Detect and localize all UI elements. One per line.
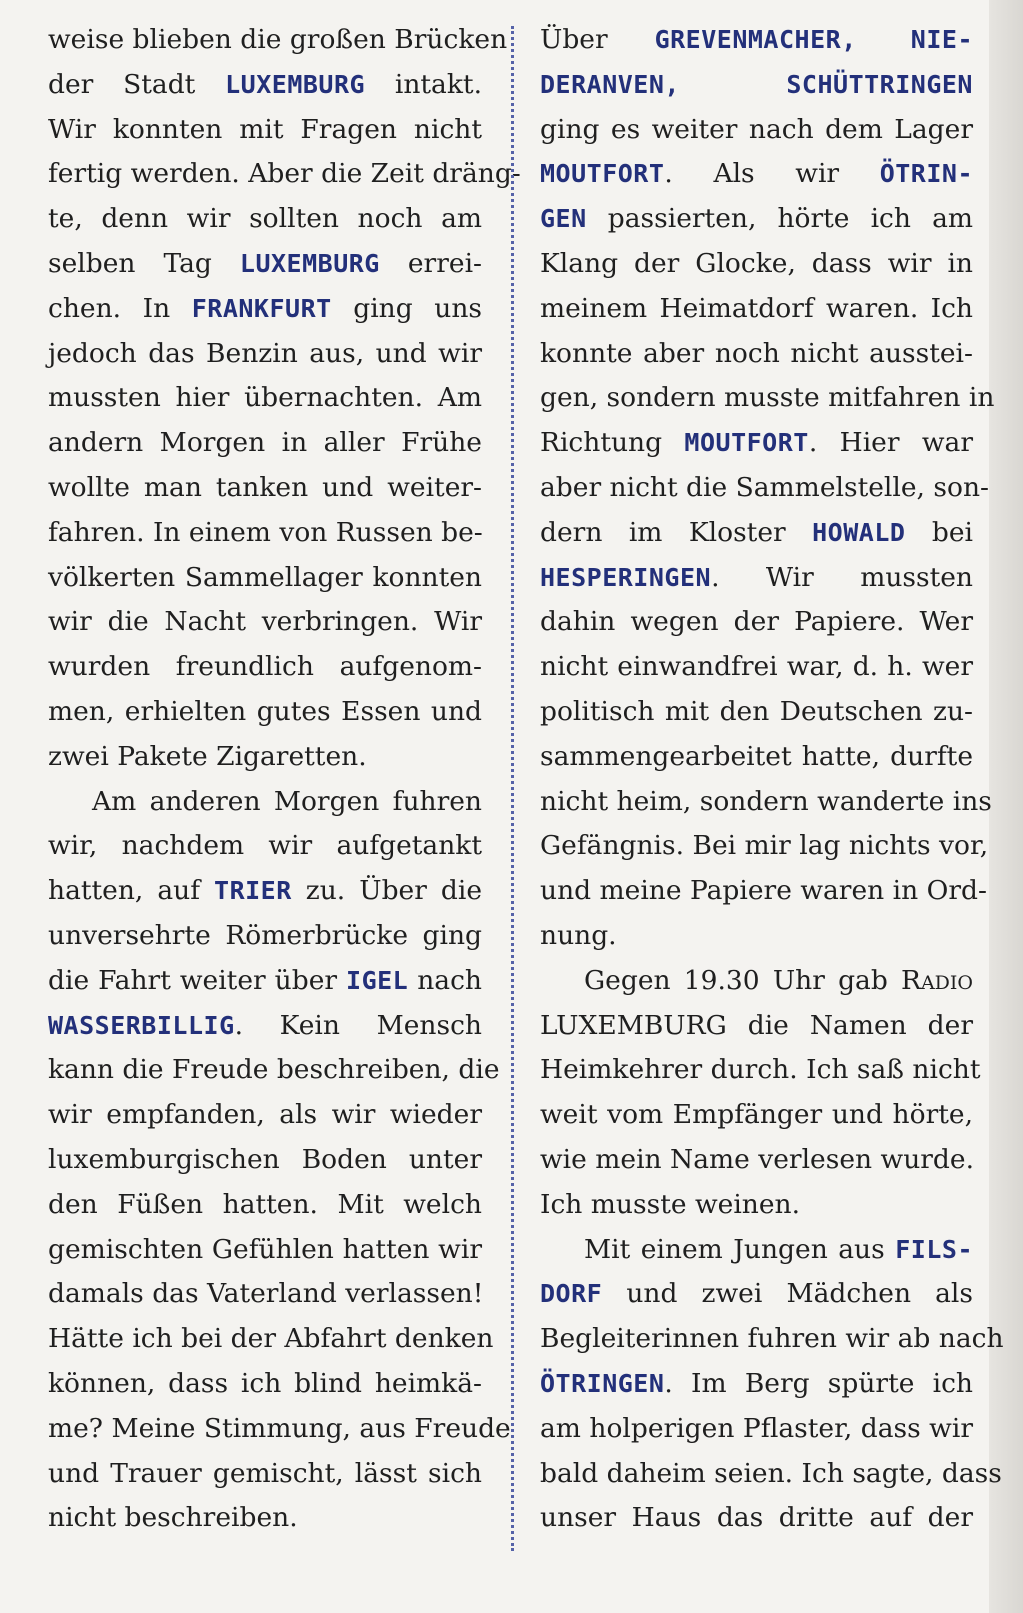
text-segment: . Hier war xyxy=(808,427,974,459)
text-line xyxy=(48,466,482,511)
text-line xyxy=(48,18,508,63)
text-segment: bei xyxy=(905,516,973,548)
text-segment: passierten, hörte ich am xyxy=(586,203,973,235)
text-line xyxy=(540,197,973,242)
text-line xyxy=(48,780,482,825)
place-name: MOUTFORT xyxy=(684,428,809,458)
text-segment: wurden freundlich aufgenom- xyxy=(48,651,482,683)
text-segment: die Fahrt weiter über xyxy=(48,964,347,996)
text-line xyxy=(48,959,482,1004)
text-line xyxy=(48,869,482,914)
text-segment: mussten hier übernachten. Am xyxy=(48,382,482,414)
text-segment: nung. xyxy=(540,919,617,951)
column-divider xyxy=(511,26,514,1551)
text-line xyxy=(48,1228,482,1273)
place-name: GREVENMACHER, NIE- xyxy=(654,25,973,54)
text-segment: Gefängnis. Bei mir lag nichts vor, xyxy=(540,830,989,862)
text-line xyxy=(540,735,973,780)
text-segment: den Füßen hatten. Mit welch xyxy=(48,1188,482,1220)
text-line xyxy=(540,1407,973,1452)
text-line xyxy=(540,1228,973,1273)
text-segment: der Stadt xyxy=(48,68,226,100)
text-segment: dahin wegen der Papiere. Wer xyxy=(540,606,973,638)
text-segment: können, dass ich blind heimkä- xyxy=(48,1367,482,1399)
text-line xyxy=(48,735,482,780)
left-text-column xyxy=(48,18,521,1541)
text-segment: kann die Freude beschreiben, die xyxy=(48,1054,500,1086)
text-line xyxy=(48,914,482,959)
text-segment: zu. Über die xyxy=(291,875,482,907)
page-edge xyxy=(989,0,1023,1613)
text-segment: te, denn wir sollten noch am xyxy=(48,203,482,235)
text-segment: . Kein Mensch xyxy=(234,1009,482,1041)
text-segment: am holperigen Pflaster, dass wir xyxy=(540,1412,973,1444)
text-line xyxy=(48,287,482,332)
text-line xyxy=(540,959,973,1004)
text-line xyxy=(48,1407,511,1452)
text-line xyxy=(540,780,992,825)
text-segment: chen. In xyxy=(48,292,192,324)
text-line xyxy=(48,242,482,287)
text-line xyxy=(540,1317,1004,1362)
text-line xyxy=(540,511,973,556)
text-segment: wir, nachdem wir aufgetankt xyxy=(48,830,482,862)
text-line xyxy=(48,1004,482,1049)
text-segment: Mit einem Jungen aus xyxy=(584,1233,896,1265)
text-segment: . Als wir xyxy=(664,158,880,190)
text-line xyxy=(48,645,482,690)
text-line xyxy=(540,421,973,466)
text-line xyxy=(540,1272,973,1317)
place-name: DORF xyxy=(540,1279,603,1309)
text-line xyxy=(48,1362,482,1407)
place-name: IGEL xyxy=(346,965,409,995)
text-segment: jedoch das Benzin aus, und wir xyxy=(48,337,482,369)
text-line xyxy=(48,600,482,645)
text-line xyxy=(540,466,989,511)
text-line xyxy=(540,1004,973,1049)
place-name: HESPERINGEN xyxy=(540,562,712,592)
text-segment: Ich musste weinen. xyxy=(540,1188,801,1220)
text-line xyxy=(540,1452,1002,1497)
text-segment: selben Tag xyxy=(48,247,240,279)
text-line xyxy=(540,1183,973,1228)
text-line xyxy=(48,1138,482,1183)
text-line xyxy=(540,152,973,197)
text-line xyxy=(540,824,989,869)
text-segment: luxemburgischen Boden unter xyxy=(48,1143,482,1175)
text-segment: Über xyxy=(540,24,655,55)
text-segment: Am anderen Morgen fuhren xyxy=(92,785,482,817)
text-line xyxy=(48,690,482,735)
text-segment: weit vom Empfänger und hörte, xyxy=(540,1099,973,1131)
text-line xyxy=(540,376,995,421)
text-segment: nicht beschreiben. xyxy=(48,1502,298,1534)
text-line xyxy=(48,1183,482,1228)
text-line xyxy=(48,1317,494,1362)
text-segment: konnte aber noch nicht ausstei- xyxy=(540,337,973,369)
text-line xyxy=(48,556,482,601)
text-segment: gen, sondern musste mitfahren in xyxy=(540,382,995,414)
place-name: ÖTRINGEN xyxy=(540,1368,665,1398)
text-segment: errei- xyxy=(379,247,483,279)
text-segment: hatten, auf xyxy=(48,875,215,907)
text-segment: und meine Papiere waren in Ord- xyxy=(540,875,987,907)
text-segment: völkerten Sammellager konnten xyxy=(48,561,482,593)
text-line xyxy=(48,108,482,153)
text-segment: ging uns xyxy=(331,292,482,324)
text-segment: aber nicht die Sammelstelle, son- xyxy=(540,471,989,503)
text-segment: wir empfanden, als wir wieder xyxy=(48,1099,482,1131)
text-line xyxy=(540,600,973,645)
text-segment: nach xyxy=(408,964,483,996)
text-segment: fahren. In einem von Russen be- xyxy=(48,516,483,548)
text-segment: dern im Kloster xyxy=(540,516,813,548)
text-line xyxy=(540,1093,973,1138)
place-name: FRANKFURT xyxy=(191,293,332,323)
text-line xyxy=(48,63,482,108)
place-name: WASSERBILLIG xyxy=(48,1010,235,1040)
text-segment: sammengearbeitet hatte, durfte xyxy=(540,740,973,772)
text-segment: Begleiterinnen fuhren wir ab nach xyxy=(540,1323,1004,1355)
text-segment: intakt. xyxy=(365,68,482,100)
text-segment: wollte man tanken und weiter- xyxy=(48,471,482,503)
place-name: MOUTFORT xyxy=(540,159,665,189)
place-name: HOWALD xyxy=(812,517,906,547)
text-line xyxy=(48,1093,482,1138)
text-line xyxy=(48,376,482,421)
text-line xyxy=(48,421,482,466)
text-segment: unser Haus das dritte auf der xyxy=(540,1502,973,1534)
text-segment: und Trauer gemischt, lässt sich xyxy=(48,1457,482,1489)
text-segment: LUXEMBURG die Namen der xyxy=(540,1009,973,1041)
text-segment: Heimkehrer durch. Ich saß nicht xyxy=(540,1054,981,1086)
text-line xyxy=(48,511,482,556)
text-line xyxy=(48,197,482,242)
text-line xyxy=(48,824,482,869)
text-line xyxy=(48,1452,482,1497)
text-segment: meinem Heimatdorf waren. Ich xyxy=(540,292,973,324)
text-line xyxy=(48,152,521,197)
text-line xyxy=(48,1272,482,1317)
place-name: FILS- xyxy=(895,1234,973,1264)
text-segment: nicht heim, sondern wanderte ins xyxy=(540,785,992,817)
text-line xyxy=(48,1048,500,1093)
text-segment: me? Meine Stimmung, aus Freude xyxy=(48,1412,511,1444)
text-line xyxy=(540,1048,981,1093)
text-segment: politisch mit den Deutschen zu- xyxy=(540,695,973,727)
place-name: LUXEMBURG xyxy=(239,248,380,278)
text-segment: wie mein Name verlesen wurde. xyxy=(540,1143,975,1175)
text-line xyxy=(540,869,987,914)
text-segment: fertig werden. Aber die Zeit dräng- xyxy=(48,158,521,190)
text-segment: bald daheim seien. Ich sagte, dass xyxy=(540,1457,1002,1489)
text-segment: andern Morgen in aller Frühe xyxy=(48,427,482,459)
place-name: TRIER xyxy=(214,876,292,906)
text-line xyxy=(540,1362,973,1407)
text-segment: . Im Berg spürte ich xyxy=(664,1367,973,1399)
text-line xyxy=(540,1496,973,1541)
text-line xyxy=(540,287,973,332)
right-text-column xyxy=(540,18,1004,1541)
text-line xyxy=(540,332,973,377)
text-segment: weise blieben die großen Brücken xyxy=(48,24,508,55)
place-name: ÖTRIN- xyxy=(879,159,973,189)
text-segment: ging es weiter nach dem Lager xyxy=(540,113,973,145)
text-segment: nicht einwandfrei war, d. h. wer xyxy=(540,651,973,683)
text-segment: Klang der Glocke, dass wir in xyxy=(540,247,973,279)
text-line xyxy=(48,332,482,377)
text-segment: Richtung xyxy=(540,427,685,459)
text-line xyxy=(540,242,973,287)
place-name: DERANVEN, SCHÜTTRINGEN xyxy=(540,69,973,99)
text-segment: men, erhielten gutes Essen und xyxy=(48,695,482,727)
text-segment: damals das Vaterland verlassen! xyxy=(48,1278,484,1310)
text-line xyxy=(540,1138,973,1183)
text-line xyxy=(540,914,973,959)
text-line xyxy=(540,18,973,63)
text-line xyxy=(540,690,973,735)
text-segment: wir die Nacht verbringen. Wir xyxy=(48,606,482,638)
place-name: LUXEMBURG xyxy=(225,69,366,99)
text-segment: gemischten Gefühlen hatten wir xyxy=(48,1233,482,1265)
text-segment: unversehrte Römerbrücke ging xyxy=(48,919,482,951)
place-name: GEN xyxy=(540,204,587,234)
text-segment: Gegen 19.30 Uhr gab xyxy=(584,964,901,996)
text-line xyxy=(540,108,973,153)
text-segment: Hätte ich bei der Abfahrt denken xyxy=(48,1323,494,1355)
text-line xyxy=(540,63,973,108)
small-caps-text: Radio xyxy=(901,964,973,996)
text-segment: und zwei Mädchen als xyxy=(602,1278,973,1310)
text-line xyxy=(540,645,973,690)
text-line xyxy=(48,1496,482,1541)
text-segment: zwei Pakete Zigaretten. xyxy=(48,740,367,772)
text-line xyxy=(540,556,973,601)
text-segment: Wir konnten mit Fragen nicht xyxy=(48,113,482,145)
text-segment: . Wir mussten xyxy=(711,561,973,593)
